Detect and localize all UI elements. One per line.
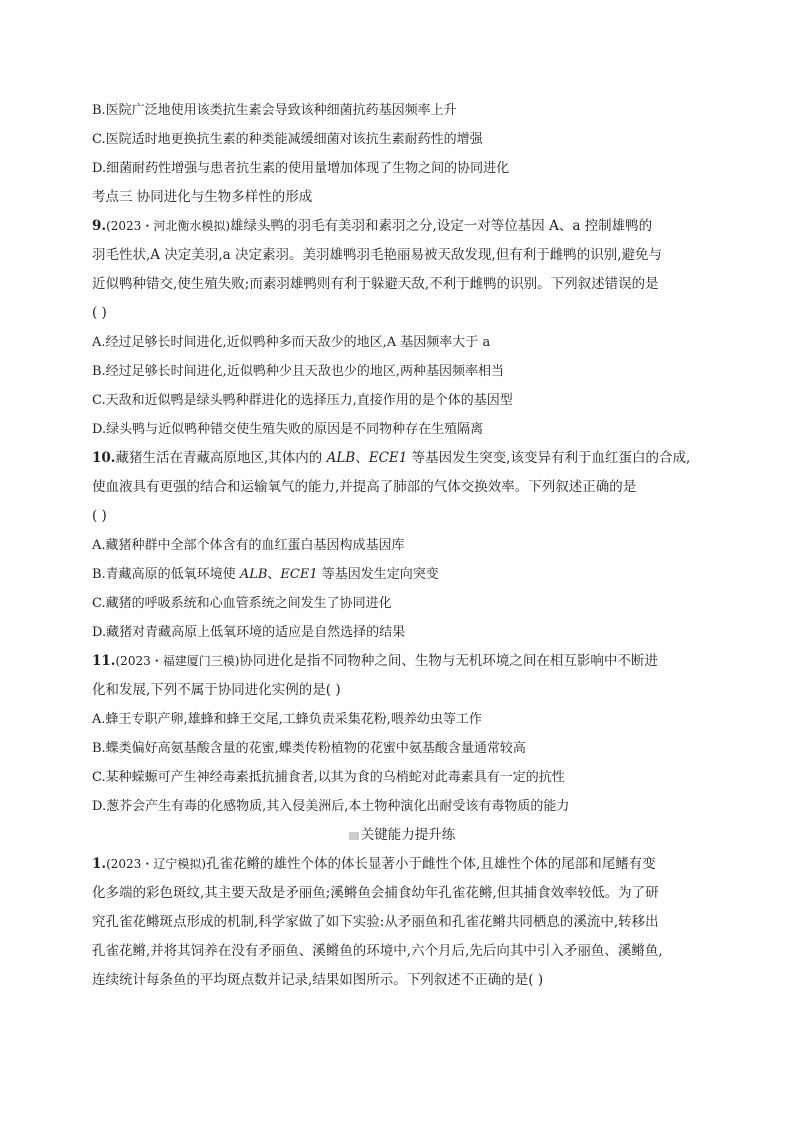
q10-answer-paren: ( )	[92, 508, 107, 524]
q10-option-b-gene-alb: ALB	[239, 567, 268, 582]
q1-stem-line2: 化多端的彩色斑纹,其主要天敌是矛丽鱼;溪鳉鱼会捕食幼年孔雀花鳉,但其捕食效率较低。为了研	[92, 885, 659, 901]
q10-gene-ece1: ECE1	[368, 450, 408, 466]
q11-number: 11.	[92, 653, 116, 669]
q1-stem-line3: 究孔雀花鳉斑点形成的机制,科学家做了如下实验:从矛丽鱼和孔雀花鳉共同栖息的溪流中,转移出	[92, 914, 659, 930]
q10-stem-line1	[92, 444, 712, 473]
q9-stem-line1	[92, 212, 712, 241]
q1-source: (2023・辽宁模拟)	[106, 857, 206, 871]
q10-option-b	[92, 560, 712, 589]
q1-text: 孔雀花鳉的雄性个体的体长显著小于雌性个体,且雄性个体的尾部和尾鳍有变	[206, 856, 656, 872]
q10-option-a: A.藏猪种群中全部个体含有的血红蛋白基因构成基因库	[92, 538, 405, 553]
q9-stem-line3: 近似鸭种错交,使生殖失败;而素羽雄鸭则有利于躲避天敌,不利于雌鸭的识别。下列叙述错误的是	[92, 276, 659, 292]
q10-stem-line2: 使血液具有更强的结合和运输氧气的能力,并提高了肺部的气体交换效率。下列叙述正确的是	[92, 479, 637, 495]
section-heading-key-ability	[92, 821, 712, 850]
q1-stem-line1	[92, 850, 712, 879]
section-heading-kaodian3: 考点三 协同进化与生物多样性的形成	[92, 189, 313, 205]
q10-number: 10.	[92, 450, 116, 466]
q11-option-d: D.葱芥会产生有毒的化感物质,其入侵美洲后,本土物种演化出耐受该有毒物质的能力	[92, 799, 570, 814]
q10-option-b-gene-ece1: ECE1	[280, 567, 318, 582]
section-heading-text: 关键能力提升练	[360, 827, 456, 843]
q10-option-c: C.藏猪的呼吸系统和心血管系统之间发生了协同进化	[92, 596, 392, 611]
q9-option-d: D.绿头鸭与近似鸭种错交使生殖失败的原因是不同物种存在生殖隔离	[92, 422, 484, 437]
q8-option-c: C.医院适时地更换抗生素的种类能减缓细菌对该抗生素耐药性的增强	[92, 132, 483, 147]
q10-option-b-text-b: 等基因发生定向突变	[317, 567, 439, 582]
q11-stem-line2: 化和发展,下列不属于协同进化实例的是( )	[92, 682, 341, 698]
q8-option-b: B.医院广泛地使用该类抗生素会导致该种细菌抗药基因频率上升	[92, 103, 457, 118]
q9-option-b: B.经过足够长时间进化,近似鸭种少且天敌也少的地区,两种基因频率相当	[92, 364, 504, 379]
q10-option-d: D.藏猪对青藏高原上低氧环境的适应是自然选择的结果	[92, 625, 406, 640]
q8-option-d: D.细菌耐药性增强与患者抗生素的使用量增加体现了生物之间的协同进化	[92, 161, 510, 176]
q11-source: (2023・福建厦门三模)	[115, 654, 240, 668]
q10-text-a: 藏猪生活在青藏高原地区,其体内的	[115, 450, 327, 466]
q9-number: 9.	[92, 218, 107, 234]
q11-option-b: B.蝶类偏好高氨基酸含量的花蜜,蝶类传粉植物的花蜜中氨基酸含量通常较高	[92, 741, 526, 756]
document-page	[92, 96, 712, 995]
q1-stem-line4: 孔雀花鳉,并将其饲养在没有矛丽鱼、溪鳉鱼的环境中,六个月后,先后向其中引入矛丽鱼、溪鳉鱼,	[92, 943, 663, 959]
q10-option-b-separator: 、	[267, 567, 281, 582]
q9-text: 雄绿头鸭的羽毛有美羽和素羽之分,设定一对等位基因 A、a 控制雄鸭的	[230, 218, 653, 234]
q11-option-c: C.某种蝾螈可产生神经毒素抵抗捕食者,以其为食的乌梢蛇对此毒素具有一定的抗性	[92, 770, 565, 785]
q1-number: 1.	[92, 856, 107, 872]
q9-option-c: C.天敌和近似鸭是绿头鸭种群进化的选择压力,直接作用的是个体的基因型	[92, 393, 513, 408]
q10-separator: 、	[355, 450, 369, 466]
q10-option-b-text-a: B.青藏高原的低氧环境使	[92, 567, 240, 582]
q11-option-a: A.蜂王专职产卵,雄蜂和蜂王交尾,工蜂负责采集花粉,喂养幼虫等工作	[92, 712, 482, 727]
q1-stem-line5: 连续统计每条鱼的平均斑点数并记录,结果如图所示。下列叙述不正确的是( )	[92, 972, 544, 988]
q9-stem-line2: 羽毛性状,A 决定美羽,a 决定素羽。美羽雄鸭羽毛艳丽易被天敌发现,但有利于雌鸭的识别,避免与	[92, 247, 663, 263]
q9-source: (2023・河北衡水模拟)	[106, 219, 230, 233]
q10-gene-alb: ALB	[326, 450, 356, 466]
q9-answer-paren: ( )	[92, 305, 107, 321]
q11-text: 协同进化是指不同物种之间、生物与无机环境之间在相互影响中不断进	[239, 653, 658, 669]
section-marker-icon	[349, 832, 359, 840]
q10-text-b: 等基因发生突变,该变异有利于血红蛋白的合成,	[407, 450, 691, 466]
q9-option-a: A.经过足够长时间进化,近似鸭种多而天敌少的地区,A 基因频率大于 a	[92, 335, 491, 350]
q11-stem-line1	[92, 647, 712, 676]
